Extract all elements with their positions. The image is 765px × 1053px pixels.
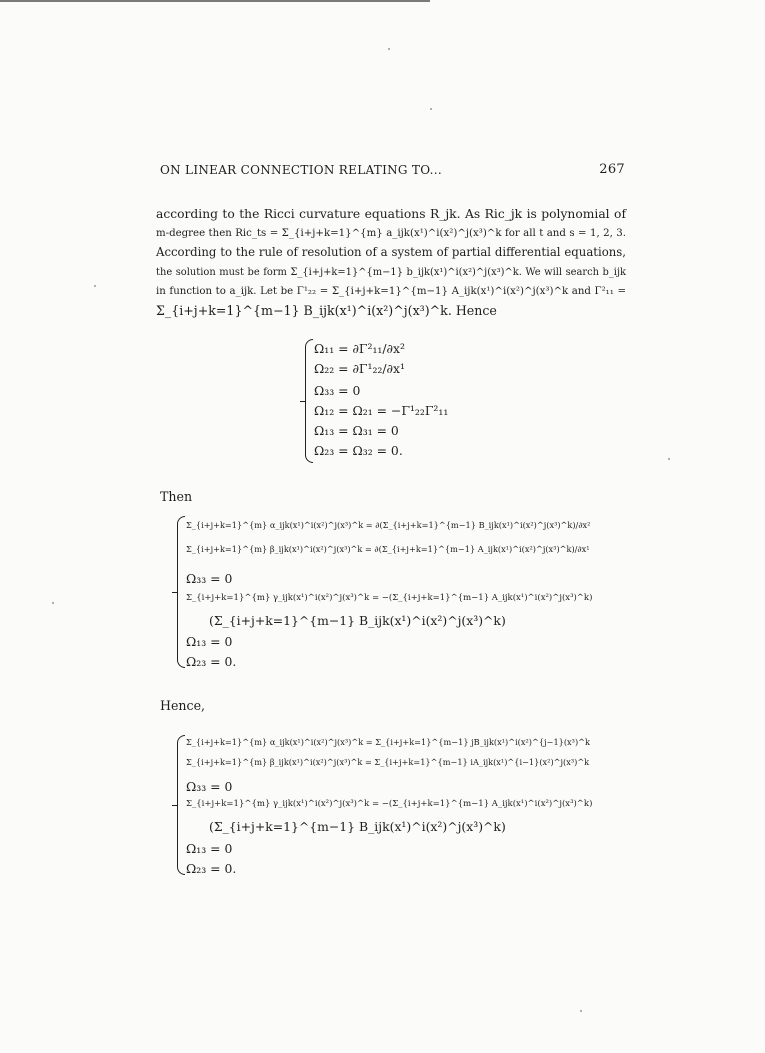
hence-label: Hence, <box>160 698 206 713</box>
equation-row: Σ_{i+j+k=1}^{m} γ_ijk(x¹)^i(x²)^j(x³)^k = −(Σ_{i+j+k=1}^{m−1} A_ijk(x¹)^i(x²)^j(x³)^k) <box>186 799 593 809</box>
equation-row: Ω₁₁ = ∂Γ²₁₁/∂x² <box>314 341 405 356</box>
equation-row: Ω₁₂ = Ω₂₁ = −Γ¹₂₂Γ²₁₁ <box>314 403 449 418</box>
left-brace <box>305 339 313 463</box>
equation-system-3 <box>177 735 597 875</box>
equation-system-1 <box>305 339 475 463</box>
scan-speck <box>668 458 670 460</box>
equation-row: Σ_{i+j+k=1}^{m} α_ijk(x¹)^i(x²)^j(x³)^k = Σ_{i+j+k=1}^{m−1} jB_ijk(x¹)^i(x²)^{j−1}(x³)^k <box>186 737 590 747</box>
equation-row: Ω₁₃ = Ω₃₁ = 0 <box>314 423 399 438</box>
paragraph-line: according to the Ricci curvature equations R_jk. As Ric_jk is polynomial of <box>156 207 626 221</box>
page-number: 267 <box>599 162 625 177</box>
paragraph-line: the solution must be form Σ_{i+j+k=1}^{m−1} b_ijk(x¹)^i(x²)^j(x³)^k. We will search b_ijk <box>156 266 626 278</box>
running-title: ON LINEAR CONNECTION RELATING TO... <box>160 163 442 177</box>
scan-speck <box>430 108 432 110</box>
equation-row: Σ_{i+j+k=1}^{m} β_ijk(x¹)^i(x²)^j(x³)^k = Σ_{i+j+k=1}^{m−1} iA_ijk(x¹)^{i−1}(x²)^j(x³)^k <box>186 757 590 767</box>
body-paragraph <box>156 205 626 320</box>
equation-row: Ω₁₃ = 0 <box>186 634 233 649</box>
paragraph-line: in function to a_ijk. Let be Γ¹₂₂ = Σ_{i+j+k=1}^{m−1} A_ijk(x¹)^i(x²)^j(x³)^k and Γ²₁₁ = <box>156 285 626 297</box>
equation-row: Σ_{i+j+k=1}^{m} γ_ijk(x¹)^i(x²)^j(x³)^k = −(Σ_{i+j+k=1}^{m−1} A_ijk(x¹)^i(x²)^j(x³)^k) <box>186 593 593 603</box>
paragraph-line: According to the rule of resolution of a system of partial differential equations, <box>156 245 626 260</box>
scan-edge-line <box>0 0 430 2</box>
equation-system-2 <box>177 516 597 668</box>
paragraph-line: Σ_{i+j+k=1}^{m−1} B_ijk(x¹)^i(x²)^j(x³)^k. Hence <box>156 303 497 319</box>
equation-row: Ω₃₃ = 0 <box>314 383 361 398</box>
equation-row: Σ_{i+j+k=1}^{m} β_ijk(x¹)^i(x²)^j(x³)^k = ∂(Σ_{i+j+k=1}^{m−1} A_ijk(x¹)^i(x²)^j(x³)^k)/∂x¹ <box>186 544 590 554</box>
equation-row-continuation: (Σ_{i+j+k=1}^{m−1} B_ijk(x¹)^i(x²)^j(x³)^k) <box>209 819 506 834</box>
equation-row: Ω₂₃ = 0. <box>186 654 237 669</box>
scan-speck <box>94 285 96 287</box>
left-brace <box>177 516 185 668</box>
paragraph-line: m-degree then Ric_ts = Σ_{i+j+k=1}^{m} a_ijk(x¹)^i(x²)^j(x³)^k for all t and s = 1, 2, 3. <box>156 228 626 240</box>
equation-row: Ω₃₃ = 0 <box>186 779 233 794</box>
scan-speck <box>52 602 54 604</box>
then-label: Then <box>160 489 193 504</box>
equation-row: Ω₂₃ = 0. <box>186 861 237 876</box>
scan-speck <box>580 1010 582 1012</box>
equation-row: Σ_{i+j+k=1}^{m} α_ijk(x¹)^i(x²)^j(x³)^k = ∂(Σ_{i+j+k=1}^{m−1} B_ijk(x¹)^i(x²)^j(x³)^k)/∂x² <box>186 520 591 530</box>
scan-speck <box>388 48 390 50</box>
equation-row: Ω₂₂ = ∂Γ¹₂₂/∂x¹ <box>314 361 405 376</box>
equation-row-continuation: (Σ_{i+j+k=1}^{m−1} B_ijk(x¹)^i(x²)^j(x³)^k) <box>209 613 506 628</box>
equation-row: Ω₃₃ = 0 <box>186 571 233 586</box>
equation-row: Ω₂₃ = Ω₃₂ = 0. <box>314 443 403 458</box>
left-brace <box>177 735 185 875</box>
equation-row: Ω₁₃ = 0 <box>186 841 233 856</box>
